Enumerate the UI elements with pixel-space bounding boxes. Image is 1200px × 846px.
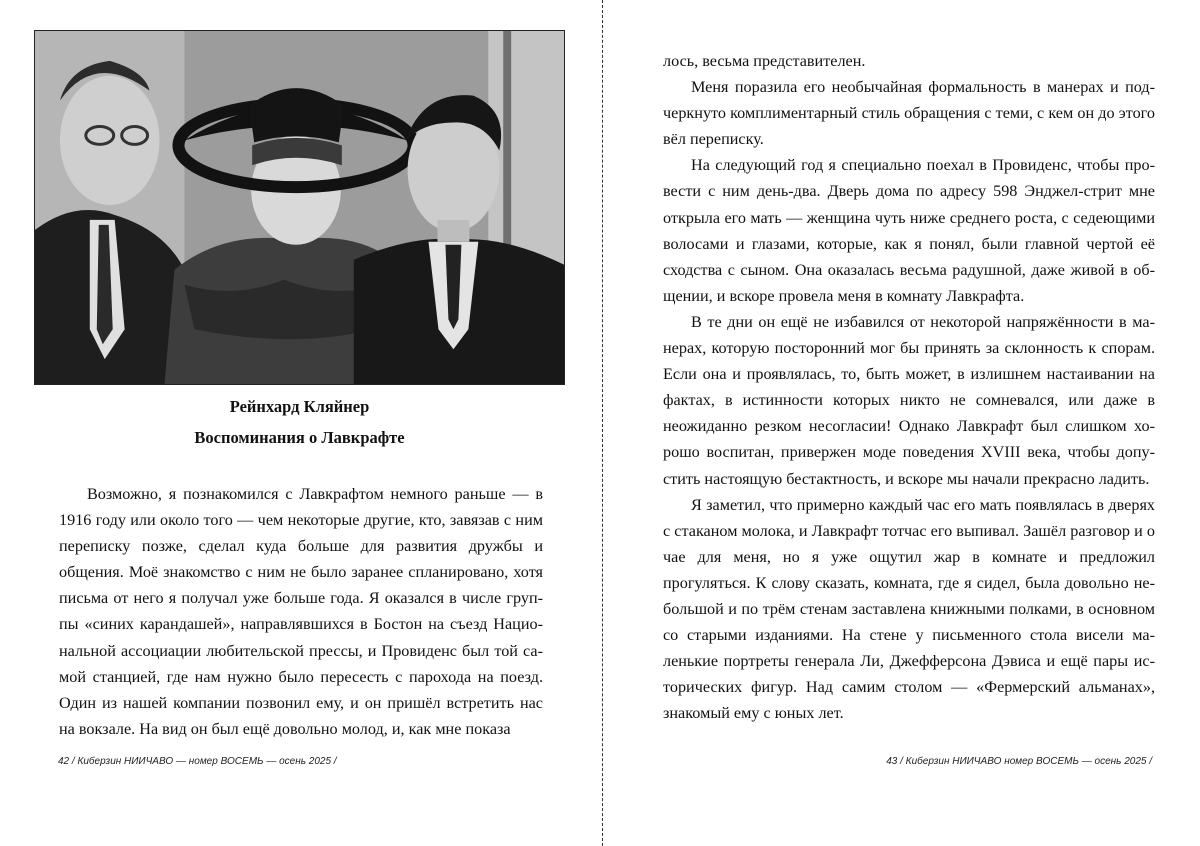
page-footer-right: 43 / Киберзин НИИЧАВО номер ВОСЕМЬ — осень 2025 / <box>886 756 1152 767</box>
paragraph: Возможно, я познакомился с Лавкрафтом немного раньше — в 1916 году или около того — чем некоторые другие, кто, завязав с ним переписку позже, сделал куда больше для развития дружбы и общения. Моё знакомство с ним не было заранее спланировано, хотя письма от него я получал уже больше года. Я оказался в числе группы «синих карандашей», направлявшихся в Бостон на съезд Национальной ассоциации любительской прессы, и Провиденс был той самой станцией, где нам нужно было пересесть с парохода на поезд. Один из нашей компании позвонил ему, и он пришёл встретить нас на вокзале. На вид он был ещё довольно молод, и, как мне показа <box>59 485 543 738</box>
right-page-body <box>663 48 1155 726</box>
paragraph: Я заметил, что примерно каждый час его мать появлялась в дверях с стаканом молока, и Лавкрафт тотчас его выпивал. Зашёл разговор и о чае для меня, но я уже ощутил жар в комнате и предложил прогуляться. К слову сказать, комната, где я сидел, была довольно небольшой и по трём стенам заставлена книжными полками, в основном со старыми изданиями. На стене у письменного стола висели маленькие портреты генерала Ли, Джефферсона Дэвиса и ещё пары исторических фигур. Над самим столом — «Фермерский альманах», знакомый ему с юных лет. <box>663 495 1155 723</box>
portrait-photo <box>34 30 565 385</box>
paragraph: Меня поразила его необычайная формальность в манерах и подчеркнуто комплиментарный стиль обращения с теми, с кем он до этого вёл переписку. <box>663 78 1155 149</box>
right-page <box>605 0 1200 846</box>
left-page-body <box>59 481 543 742</box>
article-author: Рейнхард Кляйнер <box>229 397 370 416</box>
page-footer-left: 42 / Киберзин НИИЧАВО — номер ВОСЕМЬ — осень 2025 / <box>58 756 337 767</box>
paragraph: В те дни он ещё не избавился от некоторой напряжённости в манерах, которую посторонний мог бы принять за склонность к спорам. Если она и проявлялась, то, быть может, в излишнем настаивании на фактах, в истинности которых никто не сомневался, или даже в неожиданно резком несогласии! Однако Лавкрафт был слишком хорошо воспитан, привержен моде поведения XVIII века, чтобы допустить настоящую бестактность, и вскоре мы начали прекрасно ладить. <box>663 312 1155 488</box>
page-fold-divider <box>602 0 603 846</box>
paragraph-continuation: лось, весьма представителен. <box>663 52 866 70</box>
paragraph: На следующий год я специально поехал в Провиденс, чтобы провести с ним день-два. Дверь дома по адресу 598 Энджел-стрит мне открыла его мать — женщина чуть ниже среднего роста, с седеющими волосами и глазами, которые, как я понял, были главной чертой её сходства с сыном. Она оказалась весьма радушной, даже живой в общении, и вскоре провела меня в комнату Лавкрафта. <box>663 156 1155 305</box>
portrait-photo-icon <box>35 31 564 384</box>
article-title: Воспоминания о Лавкрафте <box>194 428 405 447</box>
